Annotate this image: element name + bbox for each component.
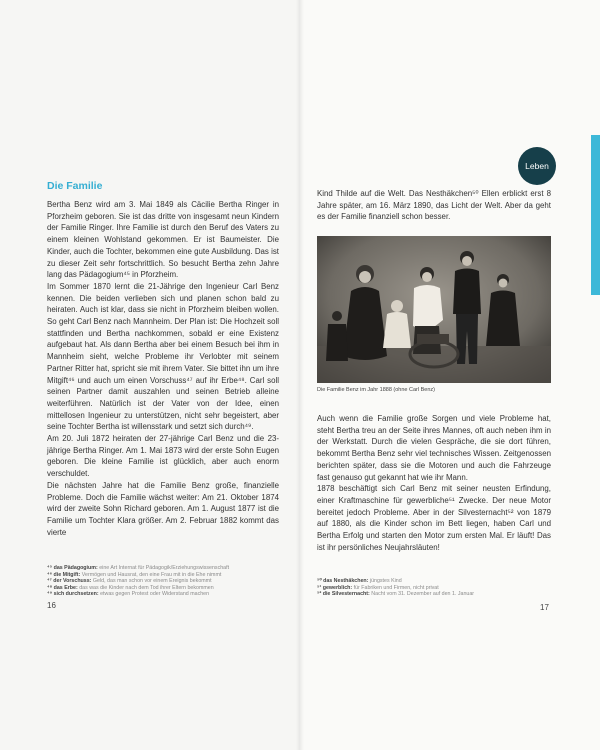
footnote: ⁵⁰ das Nesthäkchen: jüngstes Kind [317, 578, 402, 584]
left-body-text [47, 199, 279, 538]
page-number-left: 16 [47, 601, 56, 610]
footnote: ⁴⁶ die Mitgift: Vermögen und Hausrat, den eine Frau mit in die Ehe nimmt [47, 571, 222, 578]
paragraph: Am 20. Juli 1872 heiraten der 27-jährige Carl Benz und die 23-jährige Bertha Ringer. Am 1. Mai 1873 wird der erste Sohn Eugen geboren. Die kleine Familie ist glücklich, aber auch enorm verschuldet. [47, 434, 279, 479]
footnote: ⁴⁵ das Pädagogium: eine Art Internat für Pädagogik/Erziehungswissenschaft [47, 565, 230, 571]
right-body-text-top [317, 188, 551, 223]
chapter-badge: Leben [518, 147, 556, 185]
paragraph: Die nächsten Jahre hat die Familie Benz große, finanzielle Probleme. Doch die Familie wächst weiter: Am 21. Oktober 1874 wird der zweite Sohn Richard geboren. Am 1. August 1877 ist die Familie um Tochter Klara größer. Am 2. Februar 1882 kommt das vierte [47, 480, 279, 537]
paragraph: 1878 beschäftigt sich Carl Benz mit seiner neusten Erfindung, einer Kraftmaschine für gewerbliche⁵¹ Zwecke. Der neue Motor bereitet jedoch Probleme. Aber in der Silvesternacht⁵² von 1879 auf 1880, als die Kinder schon im Bett liegen, haben Carl und Bertha Erfolg und starten den Motor zum ersten Mal. Er läuft! Das ist ihr persönliches Neujahrsläuten! [317, 484, 551, 552]
section-heading: Die Familie [47, 180, 103, 192]
family-photo-illustration [317, 236, 551, 383]
page-number-right: 17 [540, 603, 549, 612]
family-photo [317, 236, 551, 383]
photo-caption: Die Familie Benz im Jahr 1888 (ohne Carl Benz) [317, 387, 435, 393]
footnote: ⁵¹ gewerblich: für Fabriken und Firmen, nicht privat [317, 584, 439, 591]
paragraph: Kind Thilde auf die Welt. Das Nesthäkchen⁵⁰ Ellen erblickt erst 8 Jahre später, am 16. März 1890, das Licht der Welt. Aber da geht es der Familie finanziell schon besser. [317, 189, 551, 222]
footnote: ⁴⁹ sich durchsetzen: etwas gegen Protest oder Widerstand machen [47, 591, 210, 598]
paragraph: Bertha Benz wird am 3. Mai 1849 als Cäcilie Bertha Ringer in Pforzheim geboren. Sie ist das dritte von insgesamt neun Kindern der Familie Ringer. Ihre Familie ist durch den Beruf des Vaters zu einem kleinen Wohlstand gekommen. Er ist Baumeister. Die Kinder, auch die Tochter, bekommen eine gute Ausbildung. Das ist zu dieser Zeit sehr fortschrittlich. So besucht Bertha zehn Jahre lang das Pädagogium⁴⁵ in Pforzheim. [47, 200, 279, 280]
footnote: ⁴⁷ der Vorschuss: Geld, das man schon vor einem Ereignis bekommt [47, 578, 212, 585]
footnote: ⁵² die Silvesternacht: Nacht vom 31. Dezember auf den 1. Januar [317, 591, 475, 598]
paragraph: Auch wenn die Familie große Sorgen und viele Probleme hat, steht Bertha treu an der Seite ihres Mannes, oft auch neben ihm in der Werkstatt. Durch die vielen Gespräche, die sie dort führen, bekommt Bertha Benz sehr viel technisches Wissen. Zeitgenossen berichten später, dass sie die Motoren und auch die Fahrzeuge fast genauso gut gekannt hat wie ihr Mann. [317, 414, 551, 482]
book-gutter [296, 0, 304, 750]
right-body-text-bottom [317, 413, 551, 553]
paragraph: Im Sommer 1870 lernt die 21-Jährige den Ingenieur Carl Benz kennen. Die beiden verlieben sich und planen schon bald zu heiraten. Auch ist klar, dass sie nicht in Pforzheim bleiben wollen. So geht Carl Benz nach Mannheim. Der Plan ist: Die Hochzeit soll stattfinden und Bertha nachkommen, sobald er eine Existenz aufgebaut hat. Als dann Bertha aber bei einem Besuch bei ihm in Mannheim sieht, welche Probleme ihr Verlobter mit seinem Partner Ritter hat, spricht sie mit ihrem Vater. Sie bittet ihn um ihre Mitgift⁴⁶ und auch um einen Vorschuss⁴⁷ auf ihr Erbe⁴⁸. Carl soll seinen Partner damit auszahlen und seinen Betrieb alleine weiterführen. Natürlich ist der Vater von der Idee, einen mittellosen Ingenieur zu unterstützen, nicht sehr begeistert, aber seine Tochter Bertha ist willensstark und setzt sich durch⁴⁹. [47, 281, 279, 432]
left-footnotes [47, 565, 279, 598]
footnote: ⁴⁸ das Erbe: das was die Kinder nach dem Tod ihrer Eltern bekommen [47, 584, 214, 591]
chapter-tab [591, 135, 600, 295]
right-footnotes [317, 578, 551, 598]
